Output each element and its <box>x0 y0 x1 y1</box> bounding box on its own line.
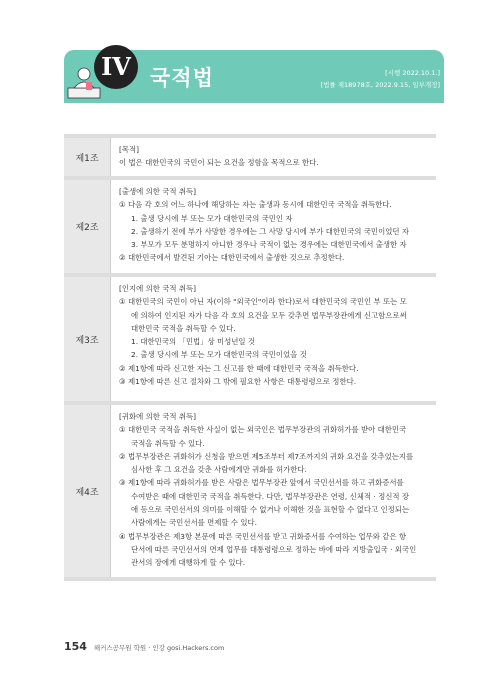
article-line: 수여받은 때에 대한민국 국적을 취득한다. 다만, 법무부장관은 연령, 신체적 · 정신적 장 <box>131 491 409 501</box>
page-footer <box>64 640 224 653</box>
article-line: 국적을 취득할 수 있다. <box>131 438 205 448</box>
article-line: 1. 대한민국의 「민법」상 미성년일 것 <box>131 337 256 347</box>
article-line: 사람에게는 국민선서를 면제할 수 있다. <box>131 518 257 528</box>
article-title: [귀화에 의한 국적 취득] <box>119 412 197 421</box>
article-line: 3. 부모가 모두 분명하지 아니한 경우나 국적이 없는 경우에는 대한민국에서 출생한 자 <box>131 240 407 250</box>
article-line: 2. 출생 당시에 부 또는 모가 대한민국의 국민이었을 것 <box>131 350 307 360</box>
article-title: [목적] <box>119 145 140 154</box>
article-row-1 <box>64 138 436 176</box>
article-line: ③ 제1항에 따라 귀화허가를 받은 사람은 법무부장관 앞에서 국민선서를 하고 귀화증서를 <box>119 478 404 488</box>
article-title: [출생에 의한 국적 취득] <box>119 187 197 196</box>
article-label: 제1조 <box>64 138 111 176</box>
article-line: 심사한 후 그 요건을 갖춘 사람에게만 귀화를 허가한다. <box>131 465 307 475</box>
article-line: 에 의하여 인지된 자가 다음 각 호의 요건을 모두 갖추면 법무부장관에게 신고함으로써 <box>131 310 407 320</box>
article-title: [인지에 의한 국적 취득] <box>119 284 197 293</box>
row-divider <box>64 577 436 581</box>
article-line: ② 대한민국에서 발견된 기아는 대한민국에서 출생한 것으로 추정한다. <box>119 253 345 263</box>
article-row-2 <box>64 180 436 273</box>
article-body <box>111 405 436 577</box>
article-label: 제3조 <box>64 277 111 401</box>
article-line: ④ 법무부장관은 제3항 본문에 따른 국민선서를 받고 귀화증서를 수여하는 업무와 같은 항 <box>119 531 407 541</box>
article-line: ② 법무부장관은 귀화허가 신청을 받으면 제5조부터 제7조까지의 귀화 요건을 갖추었는지를 <box>119 451 414 461</box>
page-number: 154 <box>64 640 87 653</box>
article-line: ② 제1항에 따라 신고한 자는 그 신고를 한 때에 대한민국 국적을 취득한다. <box>119 363 359 373</box>
article-line: ① 다음 각 호의 어느 하나에 해당하는 자는 출생과 동시에 대한민국 국적을 취득한다. <box>119 200 392 210</box>
header-divider <box>64 101 444 103</box>
effective-date: [시행 2022.10.1.] <box>385 69 440 77</box>
article-body <box>111 180 436 273</box>
article-line: 2. 출생하기 전에 부가 사망한 경우에는 그 사망 당시에 부가 대한민국의 국민이었던 자 <box>131 226 409 236</box>
article-line: 이 법은 대한민국의 국민이 되는 요건을 정함을 목적으로 한다. <box>119 158 319 168</box>
article-label: 제2조 <box>64 180 111 273</box>
article-line: ③ 제1항에 따른 신고 절차와 그 밖에 필요한 사항은 대통령령으로 정한다. <box>119 377 357 387</box>
article-line: 1. 출생 당시에 부 또는 모가 대한민국의 국민인 자 <box>131 213 293 223</box>
chapter-number-badge: IV <box>94 45 138 89</box>
article-body <box>111 138 436 176</box>
article-row-3 <box>64 277 436 401</box>
article-line: 대한민국 국적을 취득할 수 있다. <box>131 323 236 333</box>
article-line: 애 등으로 국민선서의 의미를 이해할 수 없거나 이해한 것을 표현할 수 없다고 인정되는 <box>131 505 410 515</box>
footer-text: 해커스공무원 학원 · 인강 gosi.Hackers.com <box>93 644 225 652</box>
article-body <box>111 277 436 401</box>
article-line: ① 대한민국 국적을 취득한 사실이 없는 외국인은 법무부장관의 귀화허가를 받아 대한민국 <box>119 425 407 435</box>
article-line: 단서에 따른 국민선서의 면제 업무를 대통령령으로 정하는 바에 따라 지방출입국 · 외국인 <box>131 544 417 554</box>
article-label: 제4조 <box>64 405 111 577</box>
chapter-title: 국적법 <box>150 66 214 90</box>
article-row-4 <box>64 405 436 577</box>
article-line: 관서의 장에게 대행하게 할 수 있다. <box>131 558 246 568</box>
amendment-info: [법률 제18978호, 2022.9.15, 일부개정] <box>320 81 440 89</box>
article-line: ① 대한민국의 국민이 아닌 자(이하 "외국인"이라 한다)로서 대한민국의 국민인 부 또는 모 <box>119 297 407 307</box>
